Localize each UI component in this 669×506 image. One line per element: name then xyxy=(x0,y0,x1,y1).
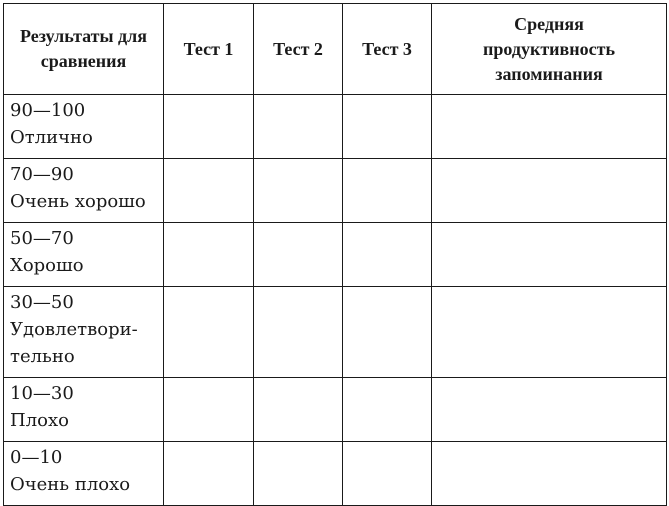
table-row xyxy=(4,378,667,442)
cell-test-3 xyxy=(343,223,432,287)
grade-label: тельно xyxy=(10,346,75,367)
table-row xyxy=(4,223,667,287)
cell-test-1 xyxy=(164,287,254,378)
cell-test-1 xyxy=(164,442,254,506)
row-label-excellent xyxy=(4,95,164,159)
cell-test-2 xyxy=(254,159,343,223)
cell-test-3 xyxy=(343,95,432,159)
header-text-line: продуктивность xyxy=(483,38,615,59)
score-range: 90—100 xyxy=(10,100,86,121)
header-test-1 xyxy=(164,4,254,95)
cell-average xyxy=(432,378,667,442)
table-row xyxy=(4,287,667,378)
grade-label: Плохо xyxy=(10,410,69,431)
row-label-satisfactory xyxy=(4,287,164,378)
table-row xyxy=(4,95,667,159)
cell-test-2 xyxy=(254,378,343,442)
header-average-memorization xyxy=(432,4,667,95)
header-text-line: сравнения xyxy=(40,51,127,71)
cell-average xyxy=(432,442,667,506)
cell-test-1 xyxy=(164,378,254,442)
table-row xyxy=(4,442,667,506)
cell-test-1 xyxy=(164,95,254,159)
grade-label: Отлично xyxy=(10,127,93,148)
cell-average xyxy=(432,95,667,159)
document-page xyxy=(3,3,667,506)
row-label-very-poor xyxy=(4,442,164,506)
score-range: 10—30 xyxy=(10,383,74,404)
grade-label: Очень хорошо xyxy=(10,191,146,212)
score-range: 50—70 xyxy=(10,228,74,249)
grade-label: Хорошо xyxy=(10,255,84,276)
header-comparison-results xyxy=(4,4,164,95)
results-comparison-table xyxy=(3,3,667,506)
cell-test-2 xyxy=(254,95,343,159)
grade-label: Очень плохо xyxy=(10,474,131,495)
cell-test-3 xyxy=(343,442,432,506)
score-range: 70—90 xyxy=(10,164,74,185)
table-row xyxy=(4,159,667,223)
cell-test-1 xyxy=(164,159,254,223)
cell-test-2 xyxy=(254,223,343,287)
score-range: 30—50 xyxy=(10,292,74,313)
header-test-3 xyxy=(343,4,432,95)
cell-test-1 xyxy=(164,223,254,287)
cell-average xyxy=(432,159,667,223)
cell-average xyxy=(432,223,667,287)
header-text-line: Средняя xyxy=(514,13,584,34)
row-label-poor xyxy=(4,378,164,442)
score-range: 0—10 xyxy=(10,447,63,468)
row-label-good xyxy=(4,223,164,287)
header-text-line: Тест 3 xyxy=(362,38,412,59)
cell-test-3 xyxy=(343,378,432,442)
header-test-2 xyxy=(254,4,343,95)
row-label-very-good xyxy=(4,159,164,223)
header-text-line: Тест 1 xyxy=(183,38,234,59)
cell-test-3 xyxy=(343,159,432,223)
grade-label: Удовлетвори- xyxy=(10,319,138,340)
cell-test-2 xyxy=(254,287,343,378)
cell-test-3 xyxy=(343,287,432,378)
header-text-line: Тест 2 xyxy=(273,38,323,59)
cell-average xyxy=(432,287,667,378)
header-text-line: Результаты для xyxy=(19,26,148,46)
header-text-line: запоминания xyxy=(495,63,603,84)
cell-test-2 xyxy=(254,442,343,506)
table-header-row xyxy=(4,4,667,95)
